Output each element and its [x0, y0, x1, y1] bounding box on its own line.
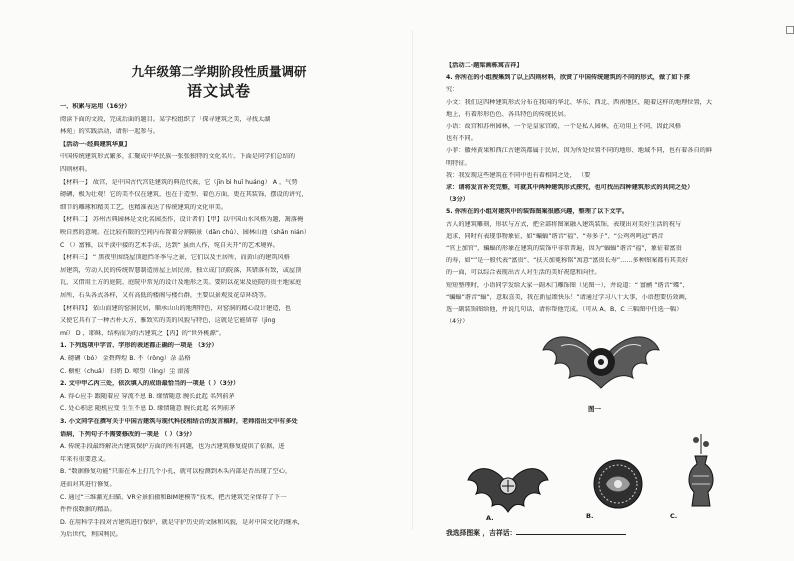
left-text-line: D. 在用科学手段对古建筑进行保护，就是守护历史的文脉和风貌，是对中国文化的继承， [60, 518, 304, 526]
exam-title: 九年级第二学期阶段性质量调研 [131, 64, 307, 79]
left-text-line: 年来有重要意义。 [60, 455, 110, 463]
figure-one-caption: 图一 [588, 405, 601, 413]
left-text-line: 映自然的意境。在比较有限的空间内布置着分割隔景（dān chú）、园林山池（shān nián） [60, 229, 310, 236]
left-text-line: 【材料三】 “ 黑夜里围绕屋顶遮挡冬季与之景，它们以及主居所，而黄山的建筑风格 [60, 254, 290, 262]
left-column [60, 0, 378, 561]
exam-subtitle: 语文试卷 [186, 82, 251, 100]
right-text-line: （3分） [446, 196, 469, 204]
left-text-line: 【材料二】 苏州古典园林是文化名园杰作，设计者们【甲】以中国山水风格为题，篱落掩 [60, 216, 304, 224]
left-text-line: 为后世代，利国利民。 [60, 531, 122, 539]
left-text-line: 1. 下列选项中字音、字形的表述都正确的一项是 （3分） [60, 342, 218, 350]
right-text-line: 明特征。 [446, 159, 471, 167]
left-text-line: C. 通过“三维激光扫描、VR全景拍摄和BIM建模等”技术，把古建筑完全保存了下一 [60, 493, 287, 501]
right-text-line: 追求，同时有表现事物象征，如“蝙蝠”谐音“福”、“寿多子”、“公鸡鸡鸣冠”谐音 [446, 232, 664, 240]
left-text-line: 居建筑，劳动人民的传统智慧制造房屋上居民房，独立成门的院落，其错落有致，或屋顶 [60, 266, 302, 274]
left-text-line: 阅读下面的文段，完成后面的题目。某学校组织了「探寻建筑之美，寻找太湖 [60, 115, 271, 123]
right-text-line: 我：我发现这些建筑在不同中也有着相同之处， （要 [446, 171, 591, 179]
left-text-line: 一、积累与运用（16分） [60, 103, 131, 110]
left-text-line: 四则材料。 [60, 166, 91, 173]
left-text-line: 林苑」的实践活动，请你一起参与。 [60, 128, 159, 136]
left-text-line: 件件很数据的精品。 [60, 506, 116, 514]
left-text-line: mí） D ，耶稣，结构而为的古建筑之【丙】的“世外桃源”。 [60, 329, 226, 337]
right-text-line: 4. 你所在的小组搜集到了以上四则材料，欣赏了中国传统建筑的不同的形式，做了如下探 [446, 74, 690, 82]
right-text-line: 地上，有着形形色色、各具特色的传统民居。 [446, 110, 570, 118]
option-b-label: B. [586, 512, 594, 520]
option-b-medallion-figure [592, 458, 644, 510]
right-text-line: 小语：故宫和苏州园林，一个是皇家宫殿，一个是私人园林，在功用上不同，因此风格 [446, 123, 682, 130]
right-column [446, 0, 736, 561]
option-a-label: A. [486, 514, 494, 522]
right-text-line: 5. 你所在的小组对建筑中的装饰图案很感兴趣，整理了以下文字。 [446, 208, 629, 216]
right-text-line: “蝙蝠”谐音“蝠”，意取喜美，我在新屋颂快乐！”请通过学习八十大事，小语想要仿效画， [446, 293, 691, 301]
right-text-line: 选一副装饰图给他，并说几句话，请你帮他完成。（可从 A、B、C 三幅图中任选一幅） [446, 306, 683, 313]
left-text-line: 细节的雕琢和精美工艺，也精准表达了传统建筑的文化审美。 [60, 203, 228, 211]
left-text-line: 居所，石头各式各样，又有高低的楼阁与楼台群，主要以景观及花草环绕等。 [60, 292, 271, 299]
right-text-line: 古人的建筑雕刻，形状与方式，把全部将图案融入建筑装饰，表现出对美好生活的祝与 [446, 220, 682, 228]
left-text-line: 进而对其进行修复。 [60, 481, 116, 488]
right-text-line: （4分） [446, 318, 469, 326]
left-text-line: 磅礴，极为壮观！它的美不仅在建筑，也在于造型、着色方面，更在其装饰、摆设的讲究， [60, 191, 308, 199]
left-text-line: C. 处心积虑 随机应变 生生不息 D. 缘情随意 腕长此起 名列前茅 [60, 405, 236, 413]
left-text-line: 又使它具有了一种古朴大方，雅致实的美的风貌与特色，这就是它能留存（jìng [60, 317, 276, 325]
right-text-line: 的一面，可以综合表现出古人对生活的美好祝愿和向往。 [446, 269, 601, 277]
right-text-line: 究： [446, 86, 459, 94]
corner-mark [786, 26, 794, 34]
right-text-line: 求：请将发言补充完整，可就其中两种建筑形式探究，也可找出四种建筑形式的共同之处） [446, 184, 694, 191]
right-text-line: 小菲：徽州黄果和西江古建筑都属于民居，因为所处位置不同的地形、地域不同，也有着各自的鲜 [446, 147, 713, 155]
right-text-line: 的寿，如“”是一般代表“富贵”、“扶夫加冕称铭”寓意“富贵长寿”……多种图案都有其美好 [446, 257, 689, 265]
left-text-line: A. 传统手段最终解决古建筑保护方面的所有问题，也为古建筑修复提供了依据，进 [60, 443, 285, 451]
left-text-line: 【材料一】 故宫，是中国古代宫廷建筑的典范代表，它（jīn bì huī huáng） A ，气势 [60, 178, 298, 186]
left-text-line: 3. 小文同学在撰写关于中国古建筑与现代科技相结合的发言稿时，老师指出文中有多处 [60, 418, 298, 425]
right-text-line: 也有不同。 [446, 135, 477, 143]
bat-ornament-figure [541, 322, 661, 402]
left-text-line: B. “数据修复功能”只需在本上打几个小孔，就可以检测到木头内部是否出现了空心， [60, 468, 292, 476]
right-text-line: 【活动二·题梁画栋寓吉祥】 [446, 62, 523, 69]
column-divider [412, 30, 413, 530]
answer-line[interactable]: 我选择图案 ，吉祥话： [446, 528, 736, 538]
left-text-line: C （）富雅，以平淡中接的艺术手法，达到“ 虽由人作，宛自天开”的艺术境界。 [60, 241, 279, 249]
option-c-label: C. [670, 512, 678, 520]
left-text-line: 瓦，又借用土方的庭院、庭院中常见的设计及地形之美。要阴以花果及庭院的贵主地家庭 [60, 279, 302, 287]
left-text-line: 语病，下列句子不需要修改的一项是 （ ）（3分） [60, 430, 196, 438]
option-a-bat-figure [464, 458, 552, 514]
right-text-line: 短短整理时，小语同学发给大家一副木门雕饰图（见图一），并说道：“ 富鹂 ”谐音“蝶”， [446, 281, 689, 289]
right-text-line: 小文：我们这四种建筑形式分布在我国的华北、华东、西北、西南地区，随着这样的地理位置，大 [446, 98, 713, 106]
left-text-line: 【材料四】 依山而建的窑洞民居，顺承山山的地理特色，对窑洞的精心设计建造，也 [60, 304, 291, 312]
left-text-line: 2. 文中甲乙丙三处，依次填入的成语最恰当的一项是（ ）（3分） [60, 380, 240, 388]
left-text-line: A. 得心应手 跟随着应 穿流不息 B. 缘情随意 腕长此起 名列前茅 [60, 392, 235, 400]
option-c-vase-figure [684, 432, 718, 512]
left-text-line: A. 磅礴（bó） 金碧辉煌 B. 不（rǒng）杂 品格 [60, 355, 191, 362]
left-text-line: 【活动一·经典建筑华夏】 [60, 140, 131, 148]
left-text-line: 中国传统建筑形式繁多，汇聚成中华民族一张张独特的文化名片。下面是同学们总结的 [60, 153, 296, 161]
left-text-line: C. 橱柜（chuǎ） 扫奶 D. 嘹望（líng）尘 滚荡 [60, 367, 190, 375]
right-text-line: “官上加官”，蝙蝠的形象在建筑的装饰中非常普遍，因为“蝠蝠”谐音“福”，象征着富贵 [446, 245, 682, 252]
